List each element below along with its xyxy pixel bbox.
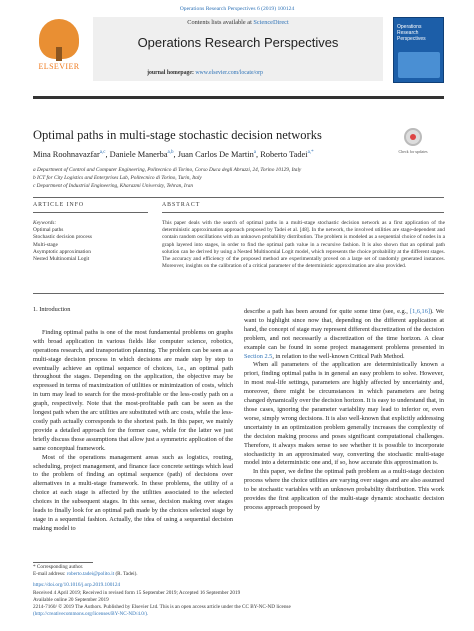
keywords-block bbox=[33, 220, 143, 263]
journal-reference: Operations Research Perspectives 6 (2019) 100124 bbox=[179, 6, 295, 12]
citation-link[interactable]: [1,6,16] bbox=[410, 308, 430, 315]
body-paragraph: Finding optimal paths is one of the most fundamental problems on graphs with broad application in various fields like computer science, robotics, operations research, and transportation planning. The problem can be seen as a multi-stage decision process in which decisions are made step by step to eventually achieve an optimal sequence of choices, i.e., an optimal path throughout the stages. Depending on the application, the objective may be expressed in terms of maximization of utilities or minimization of costs, which in turn may lead to search for the most-profitable or the less-costly path on a graph, respectively. Note that the most-profitable path can be seen as the longest path when the arc utilities are substituted with arc costs, while the less-costly path actually corresponds to the shortest path. In this paper, we mainly provide a detailed approach for the former case, while for the latter we just briefly discuss those assumptions that allow just a symmetric application of the same conceptual framework. bbox=[33, 328, 233, 452]
elsevier-logo bbox=[33, 17, 85, 72]
article-title: Optimal paths in multi-stage stochastic decision networks bbox=[33, 128, 322, 142]
crossmark-label: Check for updates bbox=[398, 149, 428, 154]
affiliations bbox=[33, 166, 413, 190]
affiliation: b ICT for City Logistics and Enterprises Lab, Politecnico di Torino, Turin, Italy bbox=[33, 175, 202, 181]
author-sup[interactable]: a,b bbox=[167, 150, 174, 156]
divider bbox=[33, 212, 148, 213]
divider bbox=[33, 293, 444, 294]
section-link[interactable]: Section 2.5 bbox=[244, 352, 273, 360]
doi-link[interactable]: https://doi.org/10.1016/j.orp.2019.100124 bbox=[33, 582, 121, 589]
author-sup[interactable]: a bbox=[253, 150, 257, 156]
footer bbox=[33, 564, 444, 618]
email-line bbox=[33, 571, 444, 578]
body-paragraph: When all parameters of the application are deterministically known a priori, finding optimal paths is in general an easy problem to solve. However, in most real-life settings, parameters are highly affected by uncertainty and, moreover, there might be circumstances in which parameters are being changed dynamically over the decision horizon. It is easy to understand that, in those cases, ignoring the parameter variability may lead to inferior or, even worse, simply wrong decisions. It is also well-known that explicitly addressing uncertainty in an optimization problem generally increases the complexity of the decision making process and poses significant computational challenges. Therefore, it always makes sense to see whether it is possible to incorporate stochasticity in an approximated way, converting the stochastic multi-stage model into a deterministic one and, if so, how accurate this approximation is. bbox=[244, 361, 444, 467]
keyword: Nested Multinomial Logit bbox=[33, 256, 90, 263]
contents-prefix: Contents lists available at bbox=[187, 19, 254, 26]
email-label: E-mail address: bbox=[33, 571, 67, 578]
author-name: Roberto Tadei bbox=[260, 150, 308, 159]
email-suffix: (R. Tadei). bbox=[114, 571, 138, 578]
crossmark-dot bbox=[410, 134, 416, 140]
journal-cover bbox=[393, 17, 444, 83]
divider bbox=[33, 197, 444, 198]
body-text: ). We want to highlight since now that, depending on the different application at hand, the concept of stage may represent different discretization of the decision problem, and not necessarily a discretization of the time horizon. A clear example can be found in some project management problems presented in bbox=[244, 308, 444, 351]
cover-art bbox=[398, 52, 440, 78]
author-name: Daniele Manerba bbox=[109, 150, 168, 159]
author-name: Mina Roohnavazfar bbox=[33, 150, 100, 159]
header-rule bbox=[33, 96, 444, 99]
body-text: , in relation to the well-known Critical Path Method. bbox=[272, 352, 405, 360]
keywords-label: Keywords: bbox=[33, 220, 57, 226]
license-link[interactable]: (http://creativecommons.org/licenses/BY-NC-ND/4.0/). bbox=[33, 611, 149, 618]
keyword: Multi-stage bbox=[33, 241, 58, 248]
affiliation: c Department of Industrial Engineering, Kharazmi University, Tehran, Iran bbox=[33, 183, 194, 189]
cover-title: Operations Research Perspectives bbox=[397, 24, 426, 42]
abstract-heading: ABSTRACT bbox=[162, 202, 201, 208]
affiliation: a Department of Control and Computer Engineering, Politecnico di Torino, Corso Duca degli Abruzzi, 24, Torino 10129, Italy bbox=[33, 167, 302, 173]
footnote-rule bbox=[33, 562, 93, 563]
body-paragraph: Most of the operations management areas such as logistics, routing, scheduling, project management, and finance face concrete settings which lead to the problem of finding an optimal sequence (path) of decisions over alternatives in a multi-stage framework. In these problems, the utility of a choice at each stage is affected by the utilities associated to the selected choices in the subsequent stages. In this sense, decision making over stages leads to finally look for an optimal path made by the choices selected stage by stage in a sequential fashion. Actually, the idea of using a sequential decision making model to bbox=[33, 453, 233, 532]
body-paragraph bbox=[244, 308, 444, 361]
keyword: Optimal paths bbox=[33, 227, 64, 234]
homepage-label: journal homepage: bbox=[147, 70, 196, 76]
email-link[interactable]: roberto.tadei@polito.it bbox=[66, 571, 115, 578]
crossmark-icon[interactable] bbox=[404, 128, 422, 146]
contents-line bbox=[93, 19, 383, 26]
elsevier-tree-trunk bbox=[56, 47, 62, 61]
abstract-text: This paper deals with the search of optimal paths in a multi-stage stochastic decision network as a first application of the deterministic approximation approach proposed by Tadei et al. [48]. In the network, the involved utilities are stage-dependent and contain random oscillations with an unknown probability distribution. The problem is modeled as a sequential choice of nodes in a graph layered into stages, in order to find the optimal path value in a recursive fashion. It is also shown that an optimal path solution can be derived by using a Nested Multinomial Logit model, which represents the choice probability at the different stages. The accuracy and efficiency of the proposed method are experimentally proved on a large set of randomly generated instances. Moreover, insights on the calibration of a critical parameter of the deterministic approximation are also provided. bbox=[162, 220, 445, 270]
homepage-link[interactable]: www.elsevier.com/locate/orp bbox=[195, 70, 263, 76]
journal-title: Operations Research Perspectives bbox=[137, 35, 339, 50]
body-left-column bbox=[33, 306, 233, 534]
keyword: Asymptotic approximation bbox=[33, 248, 91, 255]
article-info-heading: ARTICLE INFO bbox=[33, 202, 85, 208]
available-line: Available online 20 September 2019 bbox=[33, 596, 109, 603]
body-paragraph: In this paper, we define the optimal path problem as a multi-stage decision process where the choice utilities are varying over stages and are also assumed to be stochastic variables with an unknown probability distribution. This work provides the first application of the multi-stage dynamic stochastic decision process approach proposed by bbox=[244, 468, 444, 511]
author-list: Mina Roohnavazfar$^{a,c}$, Daniele Manerba$^{a,b}$, Juan Carlos De Martin$^a$, Roberto Tadei$^{a,*}$ bbox=[33, 150, 314, 159]
author-sup[interactable]: a,* bbox=[307, 150, 314, 156]
body-text: describe a path has been around for quite some time (see, e.g., bbox=[244, 308, 411, 315]
author-sup[interactable]: a,c bbox=[99, 150, 106, 156]
body-right-column bbox=[244, 308, 444, 513]
dates-line: Received 4 April 2019; Received in revised form 15 September 2019; Accepted 16 September 2019 bbox=[33, 589, 241, 596]
section-title: 1. Introduction bbox=[33, 306, 71, 313]
divider bbox=[162, 212, 444, 213]
author-name: Juan Carlos De Martin bbox=[177, 150, 254, 159]
elsevier-wordmark: ELSEVIER bbox=[38, 62, 80, 71]
journal-homepage-line bbox=[60, 70, 350, 76]
corresponding-note: * Corresponding author. bbox=[33, 564, 84, 570]
keyword: Stochastic decision process bbox=[33, 234, 92, 241]
sciencedirect-link[interactable]: ScienceDirect bbox=[253, 19, 289, 26]
license-line: 2214-7160/ © 2019 The Authors. Published by Elsevier Ltd. This is an open access article under the CC BY-NC-ND license bbox=[33, 604, 291, 611]
journal-header bbox=[33, 17, 444, 93]
